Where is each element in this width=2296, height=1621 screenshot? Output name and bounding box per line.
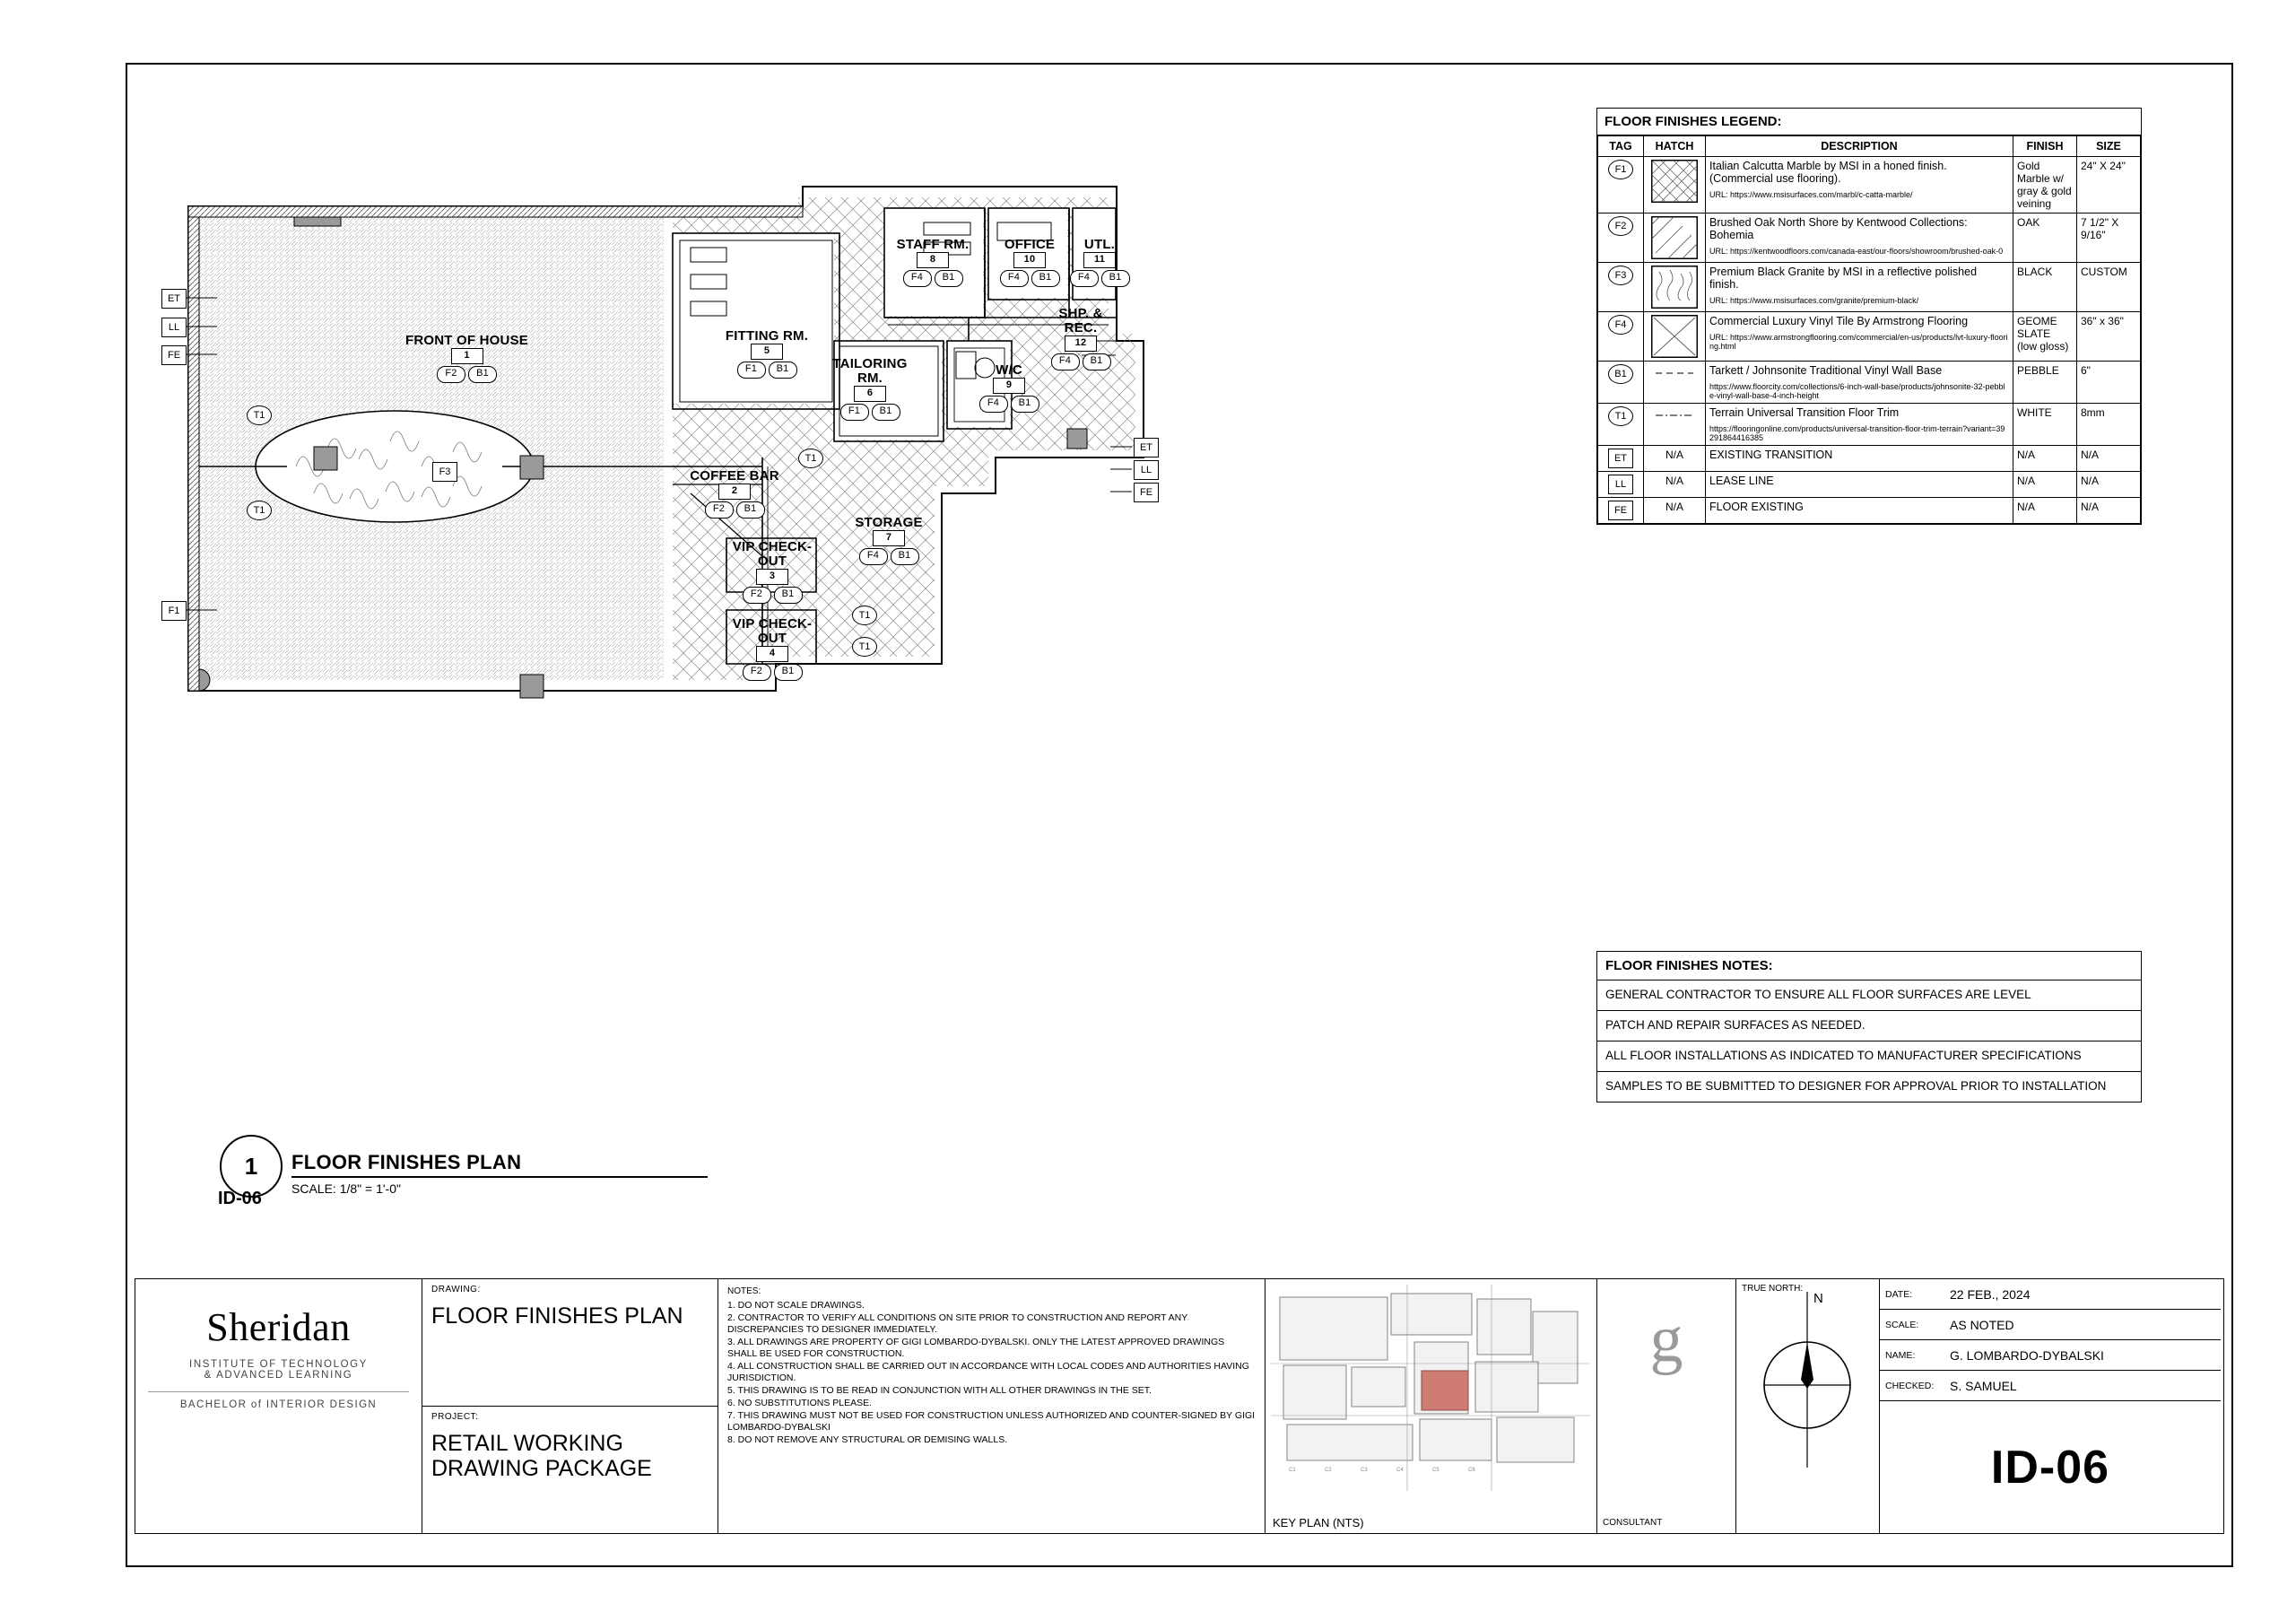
name-label: NAME:: [1885, 1349, 1916, 1361]
plan-tag-f1-left: F1: [161, 601, 187, 621]
floor-plan-drawing: [135, 72, 1587, 1256]
legend-description: FLOOR EXISTING: [1709, 501, 1804, 514]
general-note: 5. THIS DRAWING IS TO BE READ IN CONJUNCTION WITH ALL OTHER DRAWINGS IN THE SET.: [727, 1385, 1152, 1397]
material-tag: F4: [903, 270, 932, 287]
scale-label: SCALE:: [1885, 1319, 1919, 1330]
legend-row: [1598, 404, 2141, 446]
key-plan-graphic: [1271, 1285, 1590, 1491]
general-notes: [718, 1279, 1265, 1533]
legend-row: [1598, 214, 2141, 263]
consultant-logo: g: [1649, 1303, 1683, 1376]
room-name: VIP CHECK-OUT: [732, 539, 813, 569]
legend-url[interactable]: URL: https://kentwoodfloors.com/canada-east/our-floors/showroom/brushed-oak-0: [1709, 247, 2004, 256]
plan-tag-t1-a: T1: [247, 405, 272, 425]
legend-finish: GEOME SLATE (low gloss): [2013, 312, 2077, 362]
general-note: 6. NO SUBSTITUTIONS PLEASE.: [727, 1398, 873, 1409]
material-tag: B1: [774, 587, 803, 604]
legend-size: 36" x 36": [2077, 312, 2141, 362]
plan-tag-ll-right: LL: [1134, 460, 1159, 480]
checked-value: S. SAMUEL: [1950, 1378, 2017, 1393]
legend-description: Premium Black Granite by MSI in a reflective polished finish.: [1709, 266, 1978, 291]
project-field: [422, 1407, 718, 1534]
hatch-wavy-lines-icon: [1651, 266, 1698, 309]
legend-description: EXISTING TRANSITION: [1709, 449, 1833, 462]
legend-tag: F1: [1608, 160, 1633, 179]
material-tag: B1: [468, 366, 497, 383]
room-number: 2: [718, 484, 751, 500]
legend-tag: LL: [1608, 475, 1633, 494]
legend-size: 8mm: [2077, 404, 2141, 446]
school-logo: [135, 1279, 422, 1533]
title-block: [135, 1278, 2224, 1534]
room-label-tailoring-rm: [821, 357, 919, 421]
scale-value: AS NOTED: [1950, 1317, 2014, 1332]
info-row-date: [1880, 1279, 2221, 1310]
hatch-dashed-line-icon: [1652, 364, 1697, 382]
plan-tag-fe-left: FE: [161, 345, 187, 365]
legend-row: [1598, 157, 2141, 214]
plan-scale-text: SCALE: 1/8" = 1'-0": [291, 1181, 401, 1196]
legend-hatch-na: N/A: [1644, 498, 1706, 524]
legend-hatch-na: N/A: [1644, 446, 1706, 472]
school-line-1: INSTITUTE OF TECHNOLOGY: [189, 1359, 368, 1370]
floor-plan-svg: [135, 72, 1587, 1256]
drawing-project-fields: [422, 1279, 718, 1533]
room-label-utl: [1067, 238, 1132, 287]
svg-text:C2: C2: [1325, 1468, 1332, 1473]
room-name: W/C: [996, 362, 1022, 378]
general-note: 8. DO NOT REMOVE ANY STRUCTURAL OR DEMISING WALLS.: [727, 1434, 1008, 1446]
plan-number: 1: [220, 1135, 283, 1198]
room-number: 7: [873, 530, 905, 546]
material-tag: F1: [737, 362, 766, 379]
key-plan: [1265, 1279, 1597, 1533]
legend-description: Tarkett / Johnsonite Traditional Vinyl Wall Base: [1709, 364, 1943, 377]
legend-header-finish: FINISH: [2013, 136, 2077, 157]
room-name: TAILORING RM.: [832, 356, 908, 386]
north-arrow-icon: [1736, 1279, 1878, 1495]
legend-size: 7 1/2" X 9/16": [2077, 214, 2141, 263]
project-title: RETAIL WORKING DRAWING PACKAGE: [431, 1430, 652, 1481]
room-number: 1: [451, 348, 483, 364]
legend-url[interactable]: URL: https://www.msisurfaces.com/granite/premium-black/: [1709, 296, 1919, 305]
legend-tag: FE: [1608, 501, 1633, 520]
material-tag: F4: [1051, 353, 1080, 370]
legend-title: FLOOR FINISHES LEGEND:: [1597, 109, 2141, 135]
notes-label: NOTES:: [727, 1286, 761, 1296]
legend-row: [1598, 362, 2141, 404]
plan-tag-t1-b: T1: [247, 501, 272, 520]
material-tag: B1: [935, 270, 963, 287]
drawing-field: [422, 1279, 718, 1407]
note-item: PATCH AND REPAIR SURFACES AS NEEDED.: [1597, 1011, 2141, 1041]
room-label-front-of-house: [402, 334, 532, 383]
info-row-name: [1880, 1340, 2221, 1371]
room-label-storage: [843, 516, 935, 565]
general-note: 3. ALL DRAWINGS ARE PROPERTY OF GIGI LOMBARDO-DYBALSKI. ONLY THE LATEST APPROVED DRAWINGS SHALL BE USED FOR CONSTRUCTION.: [727, 1337, 1225, 1360]
legend-tag: F4: [1608, 315, 1633, 335]
material-tag: B1: [1031, 270, 1060, 287]
name-value: G. LOMBARDO-DYBALSKI: [1950, 1347, 2104, 1363]
plan-tag-t1-d: T1: [852, 606, 877, 625]
note-item: SAMPLES TO BE SUBMITTED TO DESIGNER FOR APPROVAL PRIOR TO INSTALLATION: [1605, 1078, 2107, 1093]
room-name: FRONT OF HOUSE: [405, 333, 528, 348]
legend-row: [1598, 446, 2141, 472]
legend-description: Brushed Oak North Shore by Kentwood Collections: Bohemia: [1709, 216, 1968, 241]
plan-title-text: FLOOR FINISHES PLAN: [291, 1151, 522, 1173]
room-label-coffee-bar: [677, 469, 792, 519]
room-number: 11: [1083, 252, 1116, 268]
general-note: 4. ALL CONSTRUCTION SHALL BE CARRIED OUT IN ACCORDANCE WITH LOCAL CODES AND AUTHORITIES HAVING JURISDICTION.: [727, 1361, 1249, 1384]
logo-divider: [148, 1391, 409, 1392]
legend-finish: Gold Marble w/ gray & gold veining: [2013, 157, 2077, 214]
legend-size: 6": [2077, 362, 2141, 404]
legend-description: Commercial Luxury Vinyl Tile By Armstrong Flooring: [1709, 315, 1969, 327]
legend-size: 24" X 24": [2077, 157, 2141, 214]
svg-text:C5: C5: [1432, 1468, 1439, 1473]
plan-tag-f3: F3: [432, 462, 457, 482]
floor-finishes-legend: [1596, 108, 2142, 525]
north-letter: N: [1813, 1291, 1823, 1306]
room-name: STAFF RM.: [896, 237, 970, 252]
svg-text:C6: C6: [1468, 1468, 1475, 1473]
legend-header-tag: TAG: [1598, 136, 1644, 157]
legend-url[interactable]: https://flooringonline.com/products/universal-transition-floor-trim-terrain?variant=39291864416385: [1709, 424, 2005, 443]
room-label-vip-checkout-4: [722, 617, 822, 681]
room-number: 12: [1065, 336, 1097, 352]
info-row-scale: [1880, 1310, 2221, 1340]
material-tag: F4: [1000, 270, 1029, 287]
room-name: SHP. & REC.: [1058, 306, 1103, 336]
legend-row: [1598, 312, 2141, 362]
legend-size: N/A: [2077, 446, 2141, 472]
legend-finish: PEBBLE: [2013, 362, 2077, 404]
material-tag: B1: [769, 362, 797, 379]
legend-finish: OAK: [2013, 214, 2077, 263]
room-number: 5: [751, 344, 783, 360]
project-label: PROJECT:: [431, 1411, 479, 1422]
floor-finishes-notes: [1596, 951, 2142, 1102]
room-number: 8: [917, 252, 949, 268]
legend-size: N/A: [2077, 472, 2141, 498]
material-tag: B1: [774, 664, 803, 681]
room-number: 9: [993, 378, 1025, 394]
material-tag: F4: [979, 396, 1008, 413]
legend-tag: ET: [1608, 449, 1633, 468]
true-north-block: [1736, 1279, 1880, 1533]
legend-tag: F2: [1608, 216, 1633, 236]
legend-url[interactable]: URL: https://www.armstrongflooring.com/commercial/en-us/products/lvt-luxury-flooring.html: [1709, 333, 2008, 352]
room-number: 10: [1013, 252, 1046, 268]
legend-table: [1597, 135, 2141, 524]
material-tag: F2: [743, 587, 771, 604]
sheet-info-block: [1880, 1279, 2221, 1533]
school-line-3: BACHELOR of INTERIOR DESIGN: [179, 1399, 378, 1410]
legend-header-size: SIZE: [2077, 136, 2141, 157]
room-name: COFFEE BAR: [690, 468, 779, 484]
room-name: FITTING RM.: [725, 328, 809, 344]
material-tag: B1: [1011, 396, 1039, 413]
general-note: 1. DO NOT SCALE DRAWINGS.: [727, 1300, 865, 1311]
legend-description: Italian Calcutta Marble by MSI in a honed finish. (Commercial use flooring).: [1709, 160, 1947, 185]
plan-tag-ll-left: LL: [161, 318, 187, 337]
legend-tag: B1: [1608, 364, 1633, 384]
legend-description: LEASE LINE: [1709, 475, 1774, 488]
general-note: 7. THIS DRAWING MUST NOT BE USED FOR CONSTRUCTION UNLESS AUTHORIZED AND COUNTER-SIGNED BY GIGI LOMBARDO-DYBALSKI: [727, 1410, 1256, 1434]
material-tag: B1: [1083, 353, 1111, 370]
legend-header-description: DESCRIPTION: [1706, 136, 2013, 157]
legend-finish: N/A: [2013, 472, 2077, 498]
legend-tag: F3: [1608, 266, 1633, 285]
material-tag: B1: [1101, 270, 1130, 287]
legend-size: N/A: [2077, 498, 2141, 524]
svg-text:C4: C4: [1396, 1468, 1404, 1473]
room-name: OFFICE: [1004, 237, 1056, 252]
material-tag: B1: [736, 501, 765, 519]
room-label-wc: [978, 363, 1040, 413]
notes-list: [727, 1300, 1256, 1446]
plan-tag-t1-e: T1: [852, 637, 877, 657]
room-label-staff-rm: [892, 238, 973, 287]
material-tag: F2: [705, 501, 734, 519]
legend-header-hatch: HATCH: [1644, 136, 1706, 157]
consultant-label: CONSULTANT: [1603, 1518, 1663, 1528]
legend-finish: BLACK: [2013, 263, 2077, 312]
plan-sheet-ref: ID-06: [218, 1189, 262, 1208]
room-label-vip-checkout-3: [722, 540, 822, 604]
legend-finish: N/A: [2013, 498, 2077, 524]
legend-description: Terrain Universal Transition Floor Trim: [1709, 406, 1900, 420]
svg-text:C3: C3: [1361, 1468, 1368, 1473]
legend-size: CUSTOM: [2077, 263, 2141, 312]
material-tag: F1: [840, 404, 869, 421]
legend-url[interactable]: https://www.floorcity.com/collections/6-inch-wall-base/products/johnsonite-32-pebble-vinyl-wall-base-4-inch-height: [1709, 382, 2005, 401]
room-name: STORAGE: [855, 515, 923, 530]
svg-text:C1: C1: [1289, 1468, 1296, 1473]
hatch-large-x-icon: [1651, 315, 1698, 358]
legend-finish: N/A: [2013, 446, 2077, 472]
hatch-diagonal-lines-icon: [1651, 216, 1698, 259]
room-label-shp-rec: [1040, 307, 1121, 370]
room-number: 4: [756, 646, 788, 662]
checked-label: CHECKED:: [1885, 1380, 1935, 1391]
material-tag: B1: [872, 404, 900, 421]
sheet-id: ID-06: [1990, 1441, 2110, 1494]
true-north-label: TRUE NORTH:: [1742, 1284, 1804, 1294]
drawing-title: FLOOR FINISHES PLAN: [431, 1303, 683, 1329]
room-number: 6: [854, 386, 886, 402]
legend-tag: T1: [1608, 406, 1633, 426]
material-tag: F2: [437, 366, 465, 383]
general-note: 2. CONTRACTOR TO VERIFY ALL CONDITIONS ON SITE PRIOR TO CONSTRUCTION AND REPORT ANY DISCREPANCIES TO DESIGNER IMMEDIATELY.: [727, 1312, 1188, 1336]
legend-header-row: [1598, 136, 2141, 157]
material-tag: B1: [891, 548, 919, 565]
material-tag: F2: [743, 664, 771, 681]
legend-row: [1598, 263, 2141, 312]
legend-finish: WHITE: [2013, 404, 2077, 446]
school-name: Sheridan: [206, 1305, 351, 1349]
hatch-crosshatch-diagonal-icon: [1651, 160, 1698, 203]
room-name: UTL.: [1083, 237, 1116, 252]
room-number: 3: [756, 569, 788, 585]
legend-hatch-na: N/A: [1644, 472, 1706, 498]
plan-tag-et-right: ET: [1134, 438, 1159, 458]
legend-row: [1598, 498, 2141, 524]
key-plan-label: KEY PLAN (NTS): [1273, 1516, 1364, 1529]
plan-tag-fe-right: FE: [1134, 483, 1159, 502]
info-row-checked: [1880, 1371, 2221, 1401]
notes-title: FLOOR FINISHES NOTES:: [1597, 952, 2141, 980]
hatch-dash-dot-line-icon: [1652, 406, 1697, 424]
school-line-2: & ADVANCED LEARNING: [204, 1370, 353, 1381]
note-item: ALL FLOOR INSTALLATIONS AS INDICATED TO MANUFACTURER SPECIFICATIONS: [1597, 1041, 2141, 1072]
plan-title-rule: [291, 1176, 708, 1178]
drawing-label: DRAWING:: [431, 1285, 481, 1294]
plan-tag-t1-c: T1: [798, 449, 823, 468]
legend-url[interactable]: URL: https://www.msisurfaces.com/marbl/c-catta-marble/: [1709, 190, 1913, 199]
room-name: VIP CHECK-OUT: [732, 616, 813, 646]
material-tag: F4: [859, 548, 888, 565]
room-label-fitting-rm: [709, 329, 825, 379]
legend-row: [1598, 472, 2141, 498]
note-item: GENERAL CONTRACTOR TO ENSURE ALL FLOOR SURFACES ARE LEVEL: [1597, 980, 2141, 1011]
material-tag: F4: [1070, 270, 1099, 287]
date-label: DATE:: [1885, 1288, 1913, 1300]
plan-tag-et-left: ET: [161, 289, 187, 309]
consultant-block: [1597, 1279, 1736, 1533]
room-label-office: [991, 238, 1068, 287]
date-value: 22 FEB., 2024: [1950, 1286, 2031, 1302]
